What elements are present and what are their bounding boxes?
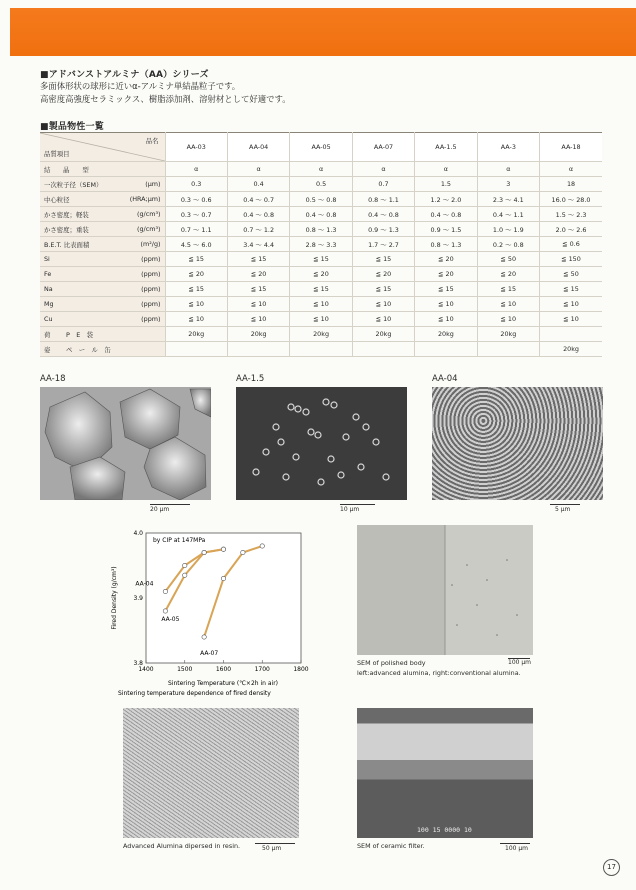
row-label-text: 一次粒子径（SEM） [44,180,103,189]
scale-text-aa04: 5 μm [555,506,571,513]
sem-photo-ceramic-filter [357,708,533,838]
header-product-5: AA-3 [477,133,539,162]
table-cell: 0.4 〜 0.8 [290,207,352,222]
table-cell [352,342,414,357]
y-tick-label: 3.8 [133,660,143,667]
table-cell: 3 [477,177,539,192]
scale-text-aa15: 10 μm [340,506,360,513]
data-point [260,544,264,548]
data-point [241,550,245,554]
table-cell: ≦ 10 [352,312,414,327]
table-cell: 0.8 〜 1.3 [415,237,477,252]
table-cell: α [352,162,414,177]
table-cell: 16.0 〜 28.0 [540,192,602,207]
data-point [183,573,187,577]
caption-ceramic-filter: SEM of ceramic filter. [357,842,425,850]
table-cell: 20kg [165,327,227,342]
row-label-text: Si [44,255,50,263]
y-tick-label: 4.0 [133,530,143,537]
table-cell: 20kg [477,327,539,342]
row-label-text: かさ密度；軽装 [44,210,89,219]
table-cell: ≦ 50 [477,252,539,267]
table-cell: ≦ 50 [540,267,602,282]
table-row [40,162,602,177]
data-point [221,576,225,580]
table-cell: ≦ 15 [227,282,289,297]
table-cell: 2.3 〜 4.1 [477,192,539,207]
table-row [40,237,602,252]
table-cell: 20kg [227,327,289,342]
row-label [40,192,165,207]
table-row [40,222,602,237]
chart-note: by CIP at 147MPa [153,537,206,544]
table-cell: 1.2 〜 2.0 [415,192,477,207]
section-title-aa-series: ■アドバンストアルミナ（AA）シリーズ [40,70,209,80]
packaging-label [40,342,165,357]
table-cell: ≦ 20 [477,267,539,282]
scale-text-resin: 50 μm [262,845,282,852]
description-line-1: 多面体形状の球形に近いα-アルミナ単結晶粒子です。 [40,81,241,91]
table-row [40,312,602,327]
table-cell: 0.9 〜 1.5 [415,222,477,237]
scale-text-polished: 100 μm [508,659,532,666]
table-cell: 0.4 〜 0.8 [227,207,289,222]
packaging-group-label: 姿 [44,345,51,354]
table-cell: α [290,162,352,177]
table-cell: 18 [540,177,602,192]
page-left-margin [0,0,10,56]
header-product-0: AA-03 [165,133,227,162]
packaging-group-label: 荷 [44,330,51,339]
table-cell: α [540,162,602,177]
caption-resin: Advanced Alumina dipersed in resin. [123,842,241,850]
row-label [40,177,165,192]
table-row [40,207,602,222]
table-cell: ≦ 15 [165,282,227,297]
table-row [40,192,602,207]
table-row [40,177,602,192]
header-banner [10,8,636,56]
table-cell: ≦ 15 [227,252,289,267]
description-line-2: 高密度高強度セラミックス、樹脂添加剤、溶射材として好適です。 [40,94,291,104]
row-unit: (ppm) [141,270,161,278]
table-cell: 0.5 〜 0.8 [290,192,352,207]
data-point [163,589,167,593]
header-product-4: AA-1.5 [415,133,477,162]
page-number: 17 [603,859,620,876]
scale-text-filter: 100 μm [505,845,529,852]
table-cell: ≦ 20 [352,267,414,282]
row-label [40,312,165,327]
row-unit: (m²/g) [140,239,161,248]
table-cell [540,327,602,342]
header-product-3: AA-07 [352,133,414,162]
chart-xlabel: Sintering Temperature (℃×2h in air) [167,680,279,687]
aa15-particles-illustration [236,387,407,500]
table-cell: ≦ 20 [227,267,289,282]
scale-bar-resin [255,843,295,844]
row-unit: (ppm) [141,315,161,323]
table-cell: ≦ 10 [477,312,539,327]
table-cell: α [165,162,227,177]
table-cell: 0.9 〜 1.3 [352,222,414,237]
table-cell: ≦ 20 [415,252,477,267]
sem-photo-aa04 [432,387,603,500]
caption-polished-body-2: left:advanced alumina, right:conventional alumina. [357,669,521,677]
series-label: AA-05 [161,616,180,623]
table-cell: 0.4 〜 0.7 [227,192,289,207]
table-cell: ≦ 15 [415,282,477,297]
sem-photo-resin [123,708,299,838]
sem-photo-aa18 [40,387,211,500]
table-cell: ≦ 15 [477,282,539,297]
table-cell: 0.3 〜 0.7 [165,207,227,222]
row-label [40,267,165,282]
row-label-text: かさ密度；重装 [44,225,89,234]
table-header-corner [40,133,165,162]
table-row [40,297,602,312]
table-cell: ≦ 10 [165,312,227,327]
row-label [40,207,165,222]
x-tick-label: 1500 [177,666,193,673]
aa18-crystal-illustration [40,387,211,500]
row-unit: (HRA;μm) [129,194,161,203]
table-cell: ≦ 15 [290,252,352,267]
table-cell [227,342,289,357]
table-cell: 2.8 〜 3.3 [290,237,352,252]
packaging-type: P E 袋 [66,330,94,339]
row-label-text: Cu [44,315,53,323]
header-product-2: AA-05 [290,133,352,162]
table-cell: 1.5 〜 2.3 [540,207,602,222]
row-unit: (g/cm³) [137,224,161,233]
data-point [202,635,206,639]
x-tick-label: 1600 [215,666,232,673]
table-cell: 0.4 〜 1.1 [477,207,539,222]
data-point [163,609,167,613]
row-label [40,237,165,252]
table-cell: α [227,162,289,177]
row-label-text: B.E.T. 比表面積 [44,240,90,249]
header-product-6: AA-18 [540,133,602,162]
table-cell: 2.0 〜 2.6 [540,222,602,237]
row-label [40,222,165,237]
table-cell: 0.2 〜 0.8 [477,237,539,252]
table-cell: ≦ 10 [415,312,477,327]
table-cell: ≦ 10 [290,297,352,312]
row-label-text: Na [44,285,53,293]
table-cell: ≦ 10 [165,297,227,312]
table-cell: ≦ 10 [227,312,289,327]
row-label [40,162,165,177]
table-cell [415,342,477,357]
table-cell [290,342,352,357]
scale-bar-aa04 [550,504,580,505]
packaging-label [40,327,165,342]
table-cell: ≦ 10 [540,297,602,312]
table-cell: ≦ 20 [165,267,227,282]
scale-bar-aa15 [340,504,375,505]
table-row [40,267,602,282]
sem-photo-polished-body [357,525,533,655]
table-header-row [40,133,602,162]
row-label-text: 結 晶 型 [44,165,89,174]
table-row [40,252,602,267]
x-tick-label: 1800 [293,666,309,673]
table-cell: ≦ 10 [227,297,289,312]
photo-label-aa15: AA-1.5 [236,374,265,384]
table-cell: ≦ 20 [290,267,352,282]
table-cell: α [477,162,539,177]
header-product-1: AA-04 [227,133,289,162]
table-cell: 20kg [290,327,352,342]
scale-bar-aa18 [150,504,190,505]
table-row [40,282,602,297]
caption-polished-body-1: SEM of polished body [357,659,426,667]
table-cell: 0.4 〜 0.8 [352,207,414,222]
scale-text-aa18: 20 μm [150,506,170,513]
row-label [40,297,165,312]
table-cell: ≦ 15 [290,282,352,297]
row-label-text: Mg [44,300,54,308]
chart-plot-area [146,533,301,663]
row-label [40,252,165,267]
table-cell: 1.5 [415,177,477,192]
header-product-name: 品名 [145,137,159,145]
scale-bar-filter [500,843,530,844]
row-unit: (ppm) [141,300,161,308]
table-cell: 0.7 〜 1.2 [227,222,289,237]
table-cell: 1.7 〜 2.7 [352,237,414,252]
x-tick-label: 1700 [254,666,270,673]
chart-ylabel: Fired Density (g/cm³) [111,566,118,630]
table-cell: 20kg [540,342,602,357]
packaging-row [40,342,602,357]
table-cell: 20kg [415,327,477,342]
table-cell: 0.5 [290,177,352,192]
table-cell: 3.4 〜 4.4 [227,237,289,252]
table-cell: ≦ 10 [540,312,602,327]
table-cell [165,342,227,357]
row-label [40,282,165,297]
table-cell: 0.4 〜 0.8 [415,207,477,222]
row-label-text: Fe [44,270,52,278]
table-cell: ≦ 0.6 [540,237,602,252]
sem-photo-aa15 [236,387,407,500]
row-unit: (ppm) [141,285,161,293]
row-label-text: 中心粒径 [44,195,70,204]
table-cell: 0.7 [352,177,414,192]
data-point [183,563,187,567]
table-cell: ≦ 15 [165,252,227,267]
row-unit: (μm) [145,179,161,188]
polished-body-texture [357,525,533,655]
table-cell: α [415,162,477,177]
photo-label-aa18: AA-18 [40,374,66,384]
fired-density-chart [108,525,313,700]
table-cell: 0.7 〜 1.1 [165,222,227,237]
section-title-properties: ■製品物性一覧 [40,122,104,132]
product-properties-table [40,132,602,357]
table-cell: 0.8 〜 1.3 [290,222,352,237]
table-cell [477,342,539,357]
y-tick-label: 3.9 [133,595,143,602]
table-cell: 0.4 [227,177,289,192]
photo-label-aa04: AA-04 [432,374,458,384]
row-unit: (ppm) [141,255,161,263]
filter-overlay-text: 100 15 0000 10 [417,826,472,834]
table-cell: ≦ 15 [352,282,414,297]
table-cell: ≦ 15 [540,282,602,297]
packaging-row [40,327,602,342]
table-cell: ≦ 10 [290,312,352,327]
table-cell: ≦ 10 [415,297,477,312]
series-label: AA-07 [200,650,219,657]
table-cell: 4.5 〜 6.0 [165,237,227,252]
table-cell: 0.3 [165,177,227,192]
row-unit: (g/cm³) [137,209,161,218]
table-cell: ≦ 20 [415,267,477,282]
table-cell: ≦ 150 [540,252,602,267]
table-cell: 20kg [352,327,414,342]
series-label: AA-04 [135,580,154,588]
table-cell: ≦ 15 [352,252,414,267]
packaging-type: ペ ー ル 缶 [66,345,111,354]
table-cell: ≦ 10 [352,297,414,312]
table-cell: 0.8 〜 1.1 [352,192,414,207]
data-point [202,550,206,554]
chart-caption: Sintering temperature dependence of fired density [118,690,271,697]
header-quality-item: 品質項目 [44,150,70,158]
x-tick-label: 1400 [138,666,154,673]
table-cell: ≦ 10 [477,297,539,312]
table-cell: 1.0 〜 1.9 [477,222,539,237]
data-point [221,547,225,551]
table-cell: 0.3 〜 0.6 [165,192,227,207]
